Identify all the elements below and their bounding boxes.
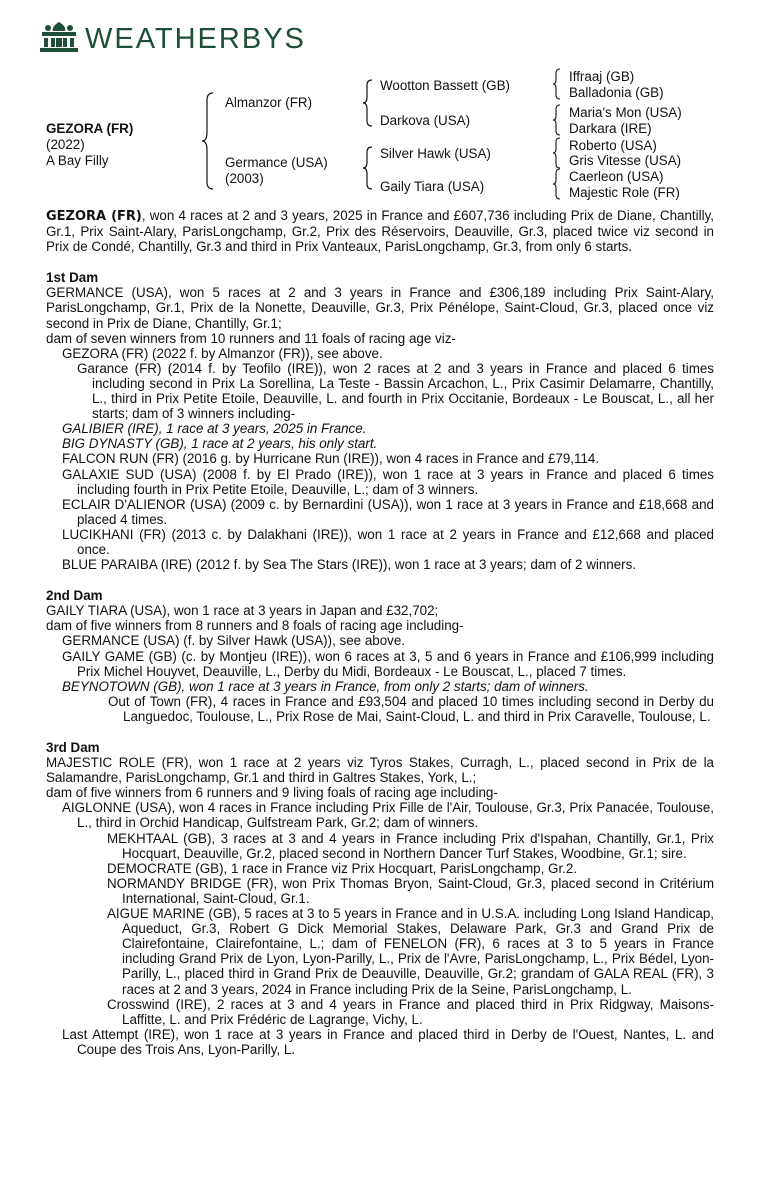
pedigree-g3-8: Majestic Role (FR): [569, 185, 680, 200]
pedigree-g3-3: Maria's Mon (USA): [569, 105, 682, 120]
third-dam-grandproduce-1: MEKHTAAL (GB), 3 races at 3 and 4 years in France including Prix d'Ispahan, Chantilly, Gr.1, Prix Hocquart, Deauville, Gr.2, placed second in Northern Dancer Turf Stakes, Woodbine, Gr.1; sire.: [107, 830, 714, 861]
second-dam-produce-2: GAILY GAME (GB) (c. by Montjeu (IRE)), won 6 races at 3, 5 and 6 years in France and £106,999 including Prix Michel Houyvet, Deauville, L., Derby du Midi, Bordeaux - Le Bouscat, L., placed 7 times.: [62, 648, 714, 679]
third-dam-produce-2: Last Attempt (IRE), won 1 race at 3 years in France and placed third in Derby de l'Ouest, Nantes, L. and Coupe des Trois Ans, Lyon-Parilly, L.: [62, 1026, 714, 1057]
first-dam-produce-3: FALCON RUN (FR) (2016 g. by Hurricane Run (IRE)), won 4 races in France and £79,114.: [62, 451, 600, 467]
pedigree-brace: [552, 168, 562, 200]
first-dam-heading: 1st Dam: [46, 270, 99, 286]
pedigree-brace: [362, 146, 374, 190]
pedigree-g3-5: Roberto (USA): [569, 138, 657, 153]
pedigree-year: (2022): [46, 137, 85, 152]
first-dam-grandproduce-2: BIG DYNASTY (GB), 1 race at 2 years, his only start.: [62, 436, 378, 452]
summary-text: , won 4 races at 2 and 3 years, 2025 in France and £607,736 including Prix de Diane, Chantilly, Gr.1, Prix Saint-Alary, ParisLongchamp, Gr.2, Prix des Réservoirs, Deauville, Gr.3, placed twice viz second in Prix de Condé, Chantilly, Gr.3 and third in Prix Vanteaux, ParisLongchamp, Gr.3, from only 6 starts.: [46, 208, 714, 255]
pedigree-dam: Germance (USA): [225, 155, 328, 170]
pedigree-dam-year: (2003): [225, 171, 264, 186]
pedigree-brace: [552, 137, 562, 169]
second-dam-main: GAILY TIARA (USA), won 1 race at 3 years in Japan and £32,702;: [46, 603, 439, 619]
first-dam-grandproduce-1: GALIBIER (IRE), 1 race at 3 years, 2025 in France.: [62, 421, 367, 437]
pedigree-brace: [362, 79, 374, 127]
pedigree-notes: [46, 208, 714, 1057]
first-dam-produce-6: LUCIKHANI (FR) (2013 c. by Dalakhani (IRE)), won 1 race at 2 years in France and £12,668 and placed once.: [62, 526, 714, 557]
pedigree-g3-6: Gris Vitesse (USA): [569, 153, 682, 168]
pedigree-brace: [552, 68, 562, 100]
pedigree-sire-dam: Darkova (USA): [380, 113, 471, 128]
third-dam-dam-of: dam of five winners from 6 runners and 9 living foals of racing age including-: [46, 785, 498, 801]
pedigree-g3-1: Iffraaj (GB): [569, 69, 635, 84]
pedigree-dam-sire: Silver Hawk (USA): [380, 146, 491, 161]
weatherbys-crest-icon: [40, 22, 78, 56]
second-dam-dam-of: dam of five winners from 8 runners and 8 foals of racing age including-: [46, 618, 464, 634]
pedigree-dam-dam: Gaily Tiara (USA): [380, 179, 485, 194]
weatherbys-logo: [40, 22, 306, 56]
pedigree-sire: Almanzor (FR): [225, 95, 313, 110]
second-dam-produce-3: BEYNOTOWN (GB), won 1 race at 3 years in France, from only 2 starts; dam of winners.: [62, 678, 589, 694]
first-dam-dam-of: dam of seven winners from 10 runners and 11 foals of racing age viz-: [46, 330, 456, 346]
second-dam-grandproduce-1: Out of Town (FR), 4 races in France and £93,504 and placed 10 times including second in Derby du Languedoc, Toulouse, L., Prix Rose de Mai, Saint-Cloud, L. and third in Prix Caravelle, Toulouse, L.: [108, 693, 714, 724]
pedigree-sire-sire: Wootton Bassett (GB): [380, 78, 510, 93]
third-dam-grandproduce-4: AIGUE MARINE (GB), 5 races at 3 to 5 years in France and in U.S.A. including Long Island Handicap, Aqueduct, Gr.3, Robert G Dick Memorial Stakes, Delaware Park, Gr.3 and Grand Prix de Clairefontaine, Clairefontaine, L.; dam of FENELON (FR), 6 races at 3 to 5 years in France including Grand Prix de Lyon, Lyon-Parilly, L., Prix de l'Avre, ParisLongchamp, L., Prix Bédel, Lyon-Parilly, L., placed third in Grand Prix de Deauville, Deauville, Gr.2; grandam of GALA REAL (FR), 3 races at 2 and 3 years, 2024 in France including Prix de la Seine, ParisLongchamp, L.: [107, 906, 714, 997]
pedigree-g3-7: Caerleon (USA): [569, 169, 664, 184]
first-dam-produce-4: GALAXIE SUD (USA) (2008 f. by El Prado (IRE)), won 1 race at 3 years in France and placed 6 times including fourth in Prix Petite Etoile, Deauville, L.; dam of 3 winners.: [62, 466, 714, 497]
third-dam-grandproduce-3: NORMANDY BRIDGE (FR), won Prix Thomas Bryon, Saint-Cloud, Gr.3, placed second in Critérium International, Saint-Cloud, Gr.1.: [107, 875, 714, 906]
pedigree-g3-2: Balladonia (GB): [569, 85, 664, 100]
second-dam-heading: 2nd Dam: [46, 588, 103, 604]
third-dam-grandproduce-5: Crosswind (IRE), 2 races at 3 and 4 years in France and placed third in Prix Ridgway, Maisons-Laffitte, L. and Prix Frédéric de Lagrange, Vichy, L.: [107, 996, 714, 1027]
first-dam-produce-5: ECLAIR D'ALIENOR (USA) (2009 c. by Bernardini (USA)), won 1 race at 3 years in France and £18,668 and placed 4 times.: [62, 496, 714, 527]
summary-paragraph: [46, 208, 714, 254]
third-dam-heading: 3rd Dam: [46, 740, 100, 755]
summary-horse: GEZORA (FR): [46, 209, 142, 224]
pedigree-brace: [552, 104, 562, 136]
pedigree-horse: GEZORA (FR): [46, 121, 134, 136]
brand-name: WEATHERBYS: [85, 22, 306, 55]
pedigree-g3-4: Darkara (IRE): [569, 121, 652, 136]
pedigree-description: A Bay Filly: [46, 153, 109, 168]
first-dam-produce-7: BLUE PARAIBA (IRE) (2012 f. by Sea The Stars (IRE)), won 1 race at 3 years; dam of 2 winners.: [62, 557, 637, 573]
third-dam-produce-1: AIGLONNE (USA), won 4 races in France including Prix Fille de l'Air, Toulouse, Gr.3, Prix Panacée, Toulouse, L., third in Orchid Handicap, Gulfstream Park, Gr.2; dam of winners.: [62, 800, 714, 831]
first-dam-produce-1: GEZORA (FR) (2022 f. by Almanzor (FR)), see above.: [62, 345, 383, 361]
second-dam-produce-1: GERMANCE (USA) (f. by Silver Hawk (USA)), see above.: [62, 633, 406, 649]
pedigree-brace: [201, 92, 215, 190]
third-dam-main: MAJESTIC ROLE (FR), won 1 race at 2 years viz Tyros Stakes, Curragh, L., placed second in Prix de la Salamandre, ParisLongchamp, Gr.1 and third in Galtres Stakes, York, L.;: [46, 755, 714, 786]
third-dam-grandproduce-2: DEMOCRATE (GB), 1 race in France viz Prix Hocquart, ParisLongchamp, Gr.2.: [107, 860, 578, 876]
first-dam-main: GERMANCE (USA), won 5 races at 2 and 3 years in France and £306,189 including Prix Saint-Alary, ParisLongchamp, Gr.1, Prix de la Nonette, Deauville, Gr.3, Prix Pénélope, Saint-Cloud, Gr.3, placed once viz second in Prix de Diane, Chantilly, Gr.1;: [46, 285, 714, 331]
first-dam-produce-2: Garance (FR) (2014 f. by Teofilo (IRE)), won 2 races at 2 and 3 years in France and placed 6 times including second in Prix La Sorellina, La Teste - Bassin Arcachon, L., Prix Casimir Delamarre, Chantilly, L., third in Prix Petite Etoile, Deauville, L. and fourth in Prix Occitanie, Bordeaux - Le Bouscat, L., all her starts; dam of 3 winners including-: [77, 360, 714, 422]
